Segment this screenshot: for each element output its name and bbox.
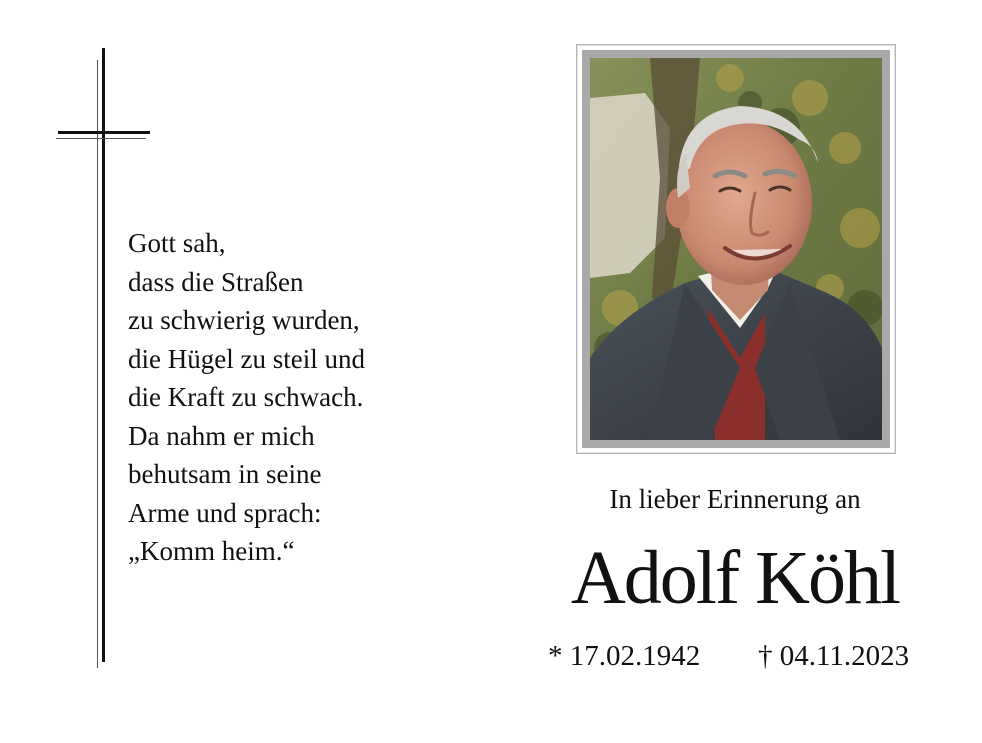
poem-line: „Komm heim.“ [128, 536, 295, 566]
poem-line: dass die Straßen [128, 266, 304, 297]
poem-line: behutsam in seine [128, 459, 322, 489]
poem-line: die Kraft zu schwach. [128, 382, 364, 412]
poem-line: zu schwierig wurden, [128, 305, 360, 335]
life-dates [548, 640, 938, 680]
portrait-photo [590, 58, 882, 440]
portrait-illustration [590, 58, 882, 440]
cross-horizontal-shadow-line [56, 138, 146, 139]
poem-line: Gott sah, [128, 228, 226, 258]
cross-vertical-shadow-line [97, 60, 98, 668]
memorial-intro: In lieber Erinnerung an [609, 484, 861, 514]
poem-line: die Hügel zu steil und [128, 343, 365, 374]
poem-line: Da nahm er mich [128, 420, 315, 451]
memorial-poem [128, 224, 365, 571]
poem-line: Arme und sprach: [128, 497, 322, 528]
death-date: † 04.11.2023 [758, 640, 910, 672]
deceased-name: Adolf Köhl [570, 536, 900, 620]
birth-date: * 17.02.1942 [548, 640, 701, 672]
cross-horizontal-line [58, 131, 150, 134]
cross-vertical-line [102, 48, 105, 662]
